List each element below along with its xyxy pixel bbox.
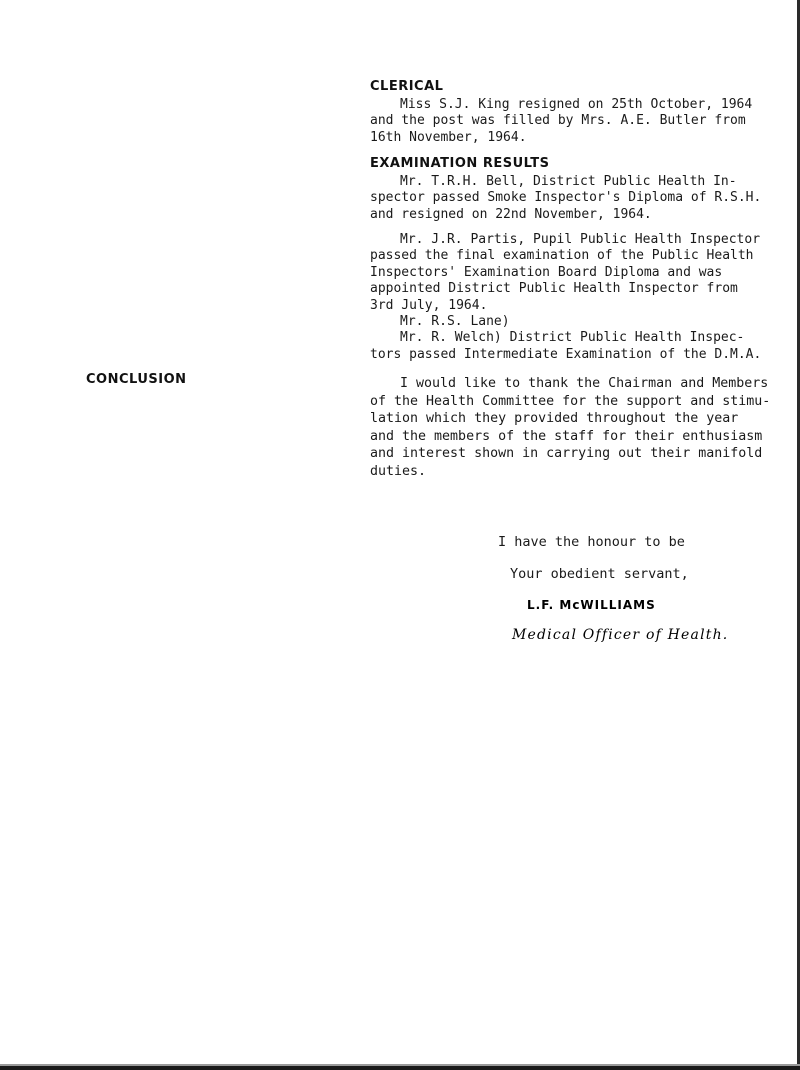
closing-servant <box>510 566 790 582</box>
conclusion-line: of the Health Committee for the support and stimu- <box>370 393 771 409</box>
clerical-heading: CLERICAL <box>370 79 444 94</box>
exam-line: Mr. R. Welch) District Public Health Inspec- <box>400 330 745 346</box>
exam-results-paragraph-3 <box>370 314 775 363</box>
exam-line: tors passed Intermediate Examination of the D.M.A. <box>370 346 762 362</box>
clerical-line: and the post was filled by Mrs. A.E. Butler from <box>370 113 746 129</box>
exam-line: Inspectors' Examination Board Diploma and was <box>370 264 723 280</box>
conclusion-line: duties. <box>370 463 427 479</box>
exam-line: 3rd July, 1964. <box>370 297 488 313</box>
exam-line: spector passed Smoke Inspector's Diploma of R.S.H. <box>370 190 762 206</box>
closing-honour-text: I have the honour to be <box>498 534 685 550</box>
scan-edge-bottom <box>0 1066 800 1070</box>
closing-servant-text: Your obedient servant, <box>510 566 689 582</box>
exam-line: Mr. T.R.H. Bell, District Public Health In- <box>400 174 737 189</box>
clerical-line: Miss S.J. King resigned on 25th October, 1964 <box>400 97 753 112</box>
conclusion-paragraph <box>370 375 775 480</box>
exam-line: appointed District Public Health Inspector from <box>370 281 738 297</box>
clerical-line: 16th November, 1964. <box>370 129 527 145</box>
exam-results-paragraph-2 <box>370 232 775 314</box>
exam-line: passed the final examination of the Public Health <box>370 248 754 264</box>
clerical-paragraph <box>370 97 775 146</box>
exam-results-heading: EXAMINATION RESULTS <box>370 156 550 171</box>
exam-results-paragraph-1 <box>370 174 775 223</box>
conclusion-line: I would like to thank the Chairman and Members <box>400 376 769 391</box>
exam-line: Mr. J.R. Partis, Pupil Public Health Inspector <box>400 232 761 247</box>
conclusion-line: and the members of the staff for their enthusiasm <box>370 428 763 444</box>
conclusion-heading: CONCLUSION <box>86 372 187 387</box>
signature: L.F. McWILLIAMS <box>527 598 656 612</box>
exam-line: Mr. R.S. Lane) <box>400 314 510 329</box>
closing-honour <box>498 534 788 550</box>
officer-title: Medical Officer of Health. <box>512 627 729 643</box>
exam-line: and resigned on 22nd November, 1964. <box>370 206 652 222</box>
conclusion-line: and interest shown in carrying out their manifold <box>370 446 763 461</box>
conclusion-line: lation which they provided throughout the year <box>370 411 739 426</box>
